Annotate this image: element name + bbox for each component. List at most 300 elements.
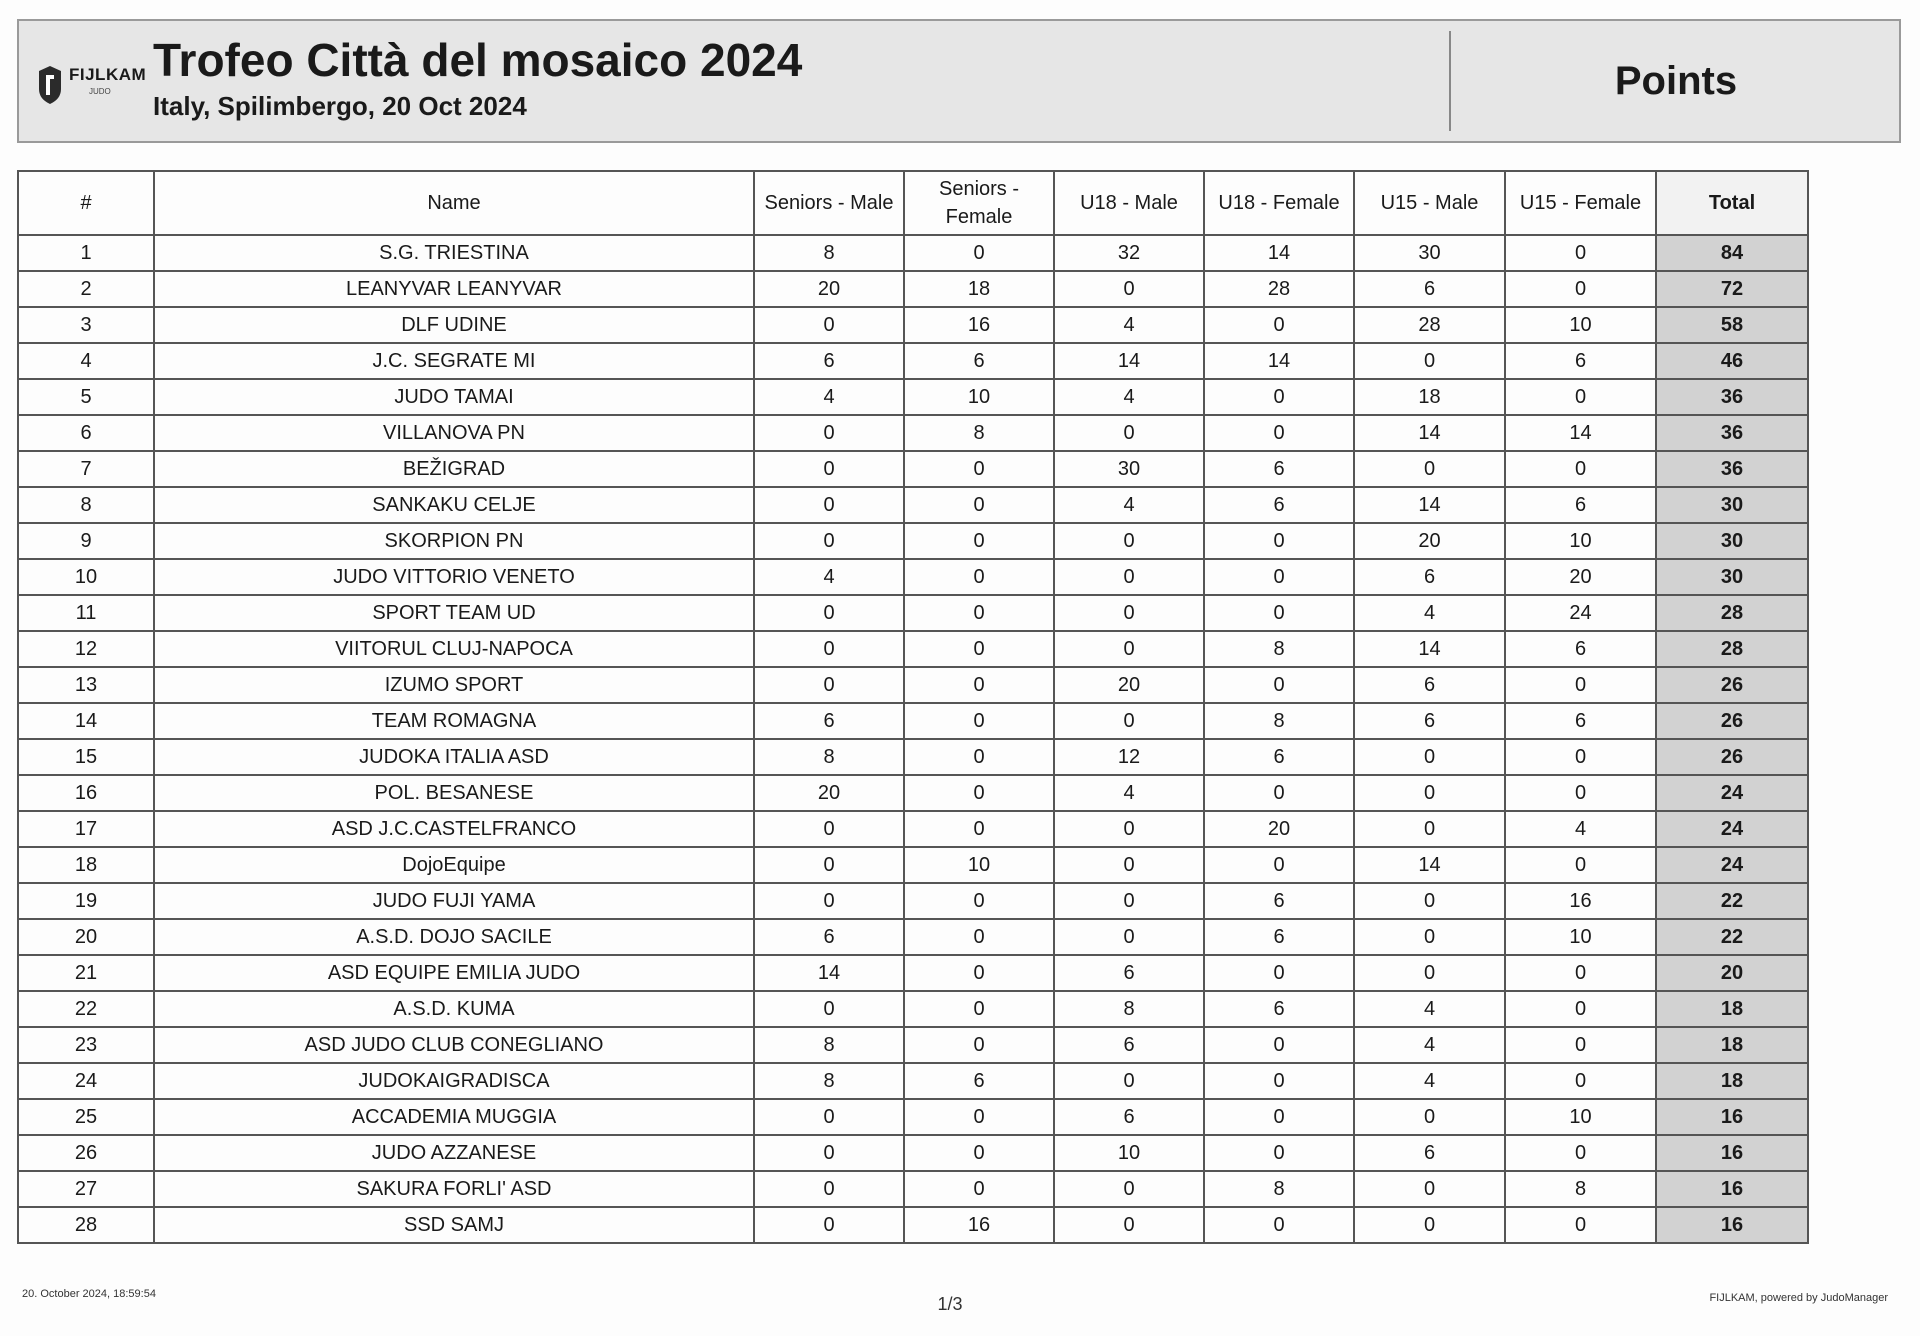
- cell-u15-female: 10: [1505, 919, 1656, 955]
- cell-u18-female: 0: [1204, 559, 1354, 595]
- cell-name: LEANYVAR LEANYVAR: [154, 271, 754, 307]
- cell-seniors-male: 0: [754, 667, 904, 703]
- cell-seniors-female: 0: [904, 1135, 1054, 1171]
- cell-rank: 28: [18, 1207, 154, 1243]
- cell-total: 16: [1656, 1207, 1808, 1243]
- cell-u18-female: 0: [1204, 955, 1354, 991]
- table-row: [18, 955, 1808, 991]
- cell-total: 30: [1656, 523, 1808, 559]
- cell-u18-female: 20: [1204, 811, 1354, 847]
- cell-name: J.C. SEGRATE MI: [154, 343, 754, 379]
- cell-u18-female: 0: [1204, 307, 1354, 343]
- cell-seniors-female: 16: [904, 307, 1054, 343]
- cell-u18-female: 6: [1204, 451, 1354, 487]
- cell-total: 36: [1656, 415, 1808, 451]
- cell-name: DojoEquipe: [154, 847, 754, 883]
- cell-name: ACCADEMIA MUGGIA: [154, 1099, 754, 1135]
- cell-u15-female: 20: [1505, 559, 1656, 595]
- cell-u15-female: 0: [1505, 739, 1656, 775]
- cell-u15-female: 0: [1505, 379, 1656, 415]
- cell-total: 28: [1656, 631, 1808, 667]
- cell-seniors-male: 0: [754, 307, 904, 343]
- cell-seniors-female: 16: [904, 1207, 1054, 1243]
- cell-rank: 7: [18, 451, 154, 487]
- cell-seniors-male: 8: [754, 1063, 904, 1099]
- cell-seniors-female: 0: [904, 487, 1054, 523]
- table-row: [18, 235, 1808, 271]
- cell-rank: 24: [18, 1063, 154, 1099]
- cell-rank: 22: [18, 991, 154, 1027]
- cell-rank: 6: [18, 415, 154, 451]
- cell-u18-female: 14: [1204, 343, 1354, 379]
- cell-total: 30: [1656, 487, 1808, 523]
- cell-u15-male: 6: [1354, 703, 1505, 739]
- cell-total: 16: [1656, 1099, 1808, 1135]
- cell-u15-male: 0: [1354, 919, 1505, 955]
- cell-u18-male: 4: [1054, 307, 1204, 343]
- table-row: [18, 1207, 1808, 1243]
- cell-u18-male: 0: [1054, 847, 1204, 883]
- table-row: [18, 1027, 1808, 1063]
- cell-name: POL. BESANESE: [154, 775, 754, 811]
- cell-u18-female: 0: [1204, 1135, 1354, 1171]
- cell-name: SKORPION PN: [154, 523, 754, 559]
- cell-name: JUDO TAMAI: [154, 379, 754, 415]
- table-row: [18, 559, 1808, 595]
- table-row: [18, 991, 1808, 1027]
- cell-seniors-male: 8: [754, 235, 904, 271]
- table-row: [18, 1099, 1808, 1135]
- cell-u18-female: 8: [1204, 631, 1354, 667]
- footer-credit: FIJLKAM, powered by JudoManager: [1709, 1292, 1888, 1304]
- cell-name: S.G. TRIESTINA: [154, 235, 754, 271]
- cell-u18-male: 0: [1054, 883, 1204, 919]
- event-location-date: Italy, Spilimbergo, 20 Oct 2024: [153, 91, 527, 121]
- table-row: [18, 595, 1808, 631]
- cell-u15-female: 0: [1505, 775, 1656, 811]
- cell-u18-male: 6: [1054, 1099, 1204, 1135]
- cell-seniors-female: 0: [904, 523, 1054, 559]
- cell-total: 36: [1656, 379, 1808, 415]
- cell-seniors-male: 6: [754, 919, 904, 955]
- cell-seniors-female: 0: [904, 235, 1054, 271]
- print-timestamp: 20. October 2024, 18:59:54: [22, 1288, 156, 1300]
- cell-u15-male: 6: [1354, 271, 1505, 307]
- cell-rank: 19: [18, 883, 154, 919]
- col-header-u15-male: U15 - Male: [1354, 171, 1505, 235]
- cell-u15-male: 0: [1354, 883, 1505, 919]
- cell-seniors-male: 0: [754, 631, 904, 667]
- cell-u18-female: 6: [1204, 487, 1354, 523]
- cell-u15-female: 0: [1505, 1063, 1656, 1099]
- cell-u15-male: 18: [1354, 379, 1505, 415]
- cell-rank: 11: [18, 595, 154, 631]
- cell-seniors-female: 0: [904, 451, 1054, 487]
- fijlkam-logo: [37, 63, 147, 113]
- cell-u15-female: 0: [1505, 847, 1656, 883]
- cell-seniors-female: 0: [904, 1171, 1054, 1207]
- cell-seniors-male: 0: [754, 811, 904, 847]
- cell-rank: 20: [18, 919, 154, 955]
- cell-rank: 26: [18, 1135, 154, 1171]
- cell-u18-male: 0: [1054, 811, 1204, 847]
- cell-seniors-male: 4: [754, 379, 904, 415]
- table-row: [18, 487, 1808, 523]
- cell-u18-male: 4: [1054, 775, 1204, 811]
- table-row: [18, 703, 1808, 739]
- cell-u15-male: 0: [1354, 955, 1505, 991]
- page-number: 1/3: [937, 1294, 963, 1314]
- cell-total: 18: [1656, 1027, 1808, 1063]
- table-row: [18, 1063, 1808, 1099]
- cell-rank: 12: [18, 631, 154, 667]
- cell-name: A.S.D. KUMA: [154, 991, 754, 1027]
- cell-u18-male: 0: [1054, 415, 1204, 451]
- table-row: [18, 811, 1808, 847]
- cell-rank: 10: [18, 559, 154, 595]
- cell-u15-female: 6: [1505, 631, 1656, 667]
- cell-u15-female: 8: [1505, 1171, 1656, 1207]
- cell-u15-male: 14: [1354, 847, 1505, 883]
- cell-u18-male: 0: [1054, 595, 1204, 631]
- cell-u18-female: 0: [1204, 847, 1354, 883]
- cell-u18-male: 8: [1054, 991, 1204, 1027]
- cell-rank: 14: [18, 703, 154, 739]
- cell-seniors-female: 0: [904, 703, 1054, 739]
- cell-u15-male: 0: [1354, 1207, 1505, 1243]
- cell-seniors-male: 0: [754, 1171, 904, 1207]
- cell-u15-male: 0: [1354, 1171, 1505, 1207]
- table-row: [18, 415, 1808, 451]
- cell-u15-female: 0: [1505, 235, 1656, 271]
- cell-u18-female: 0: [1204, 415, 1354, 451]
- fijlkam-logo-icon: [37, 65, 63, 105]
- cell-u18-male: 0: [1054, 631, 1204, 667]
- cell-name: BEŽIGRAD: [154, 451, 754, 487]
- cell-name: SAKURA FORLI' ASD: [154, 1171, 754, 1207]
- cell-name: ASD J.C.CASTELFRANCO: [154, 811, 754, 847]
- col-header-rank: #: [18, 171, 154, 235]
- cell-rank: 3: [18, 307, 154, 343]
- cell-seniors-female: 0: [904, 631, 1054, 667]
- col-header-name: Name: [154, 171, 754, 235]
- cell-u18-female: 0: [1204, 1027, 1354, 1063]
- cell-u15-male: 6: [1354, 667, 1505, 703]
- table-row: [18, 775, 1808, 811]
- cell-name: SANKAKU CELJE: [154, 487, 754, 523]
- cell-name: ASD EQUIPE EMILIA JUDO: [154, 955, 754, 991]
- cell-name: JUDOKA ITALIA ASD: [154, 739, 754, 775]
- cell-u15-female: 4: [1505, 811, 1656, 847]
- table-row: [18, 847, 1808, 883]
- cell-seniors-male: 0: [754, 991, 904, 1027]
- cell-total: 26: [1656, 739, 1808, 775]
- cell-seniors-female: 0: [904, 883, 1054, 919]
- cell-u15-male: 6: [1354, 559, 1505, 595]
- cell-u15-female: 0: [1505, 955, 1656, 991]
- cell-u15-female: 0: [1505, 991, 1656, 1027]
- cell-u18-male: 20: [1054, 667, 1204, 703]
- cell-u15-male: 4: [1354, 1063, 1505, 1099]
- cell-seniors-male: 6: [754, 343, 904, 379]
- cell-rank: 25: [18, 1099, 154, 1135]
- cell-rank: 18: [18, 847, 154, 883]
- cell-seniors-male: 0: [754, 847, 904, 883]
- cell-total: 20: [1656, 955, 1808, 991]
- cell-u18-female: 0: [1204, 667, 1354, 703]
- cell-seniors-male: 0: [754, 1207, 904, 1243]
- cell-u18-male: 4: [1054, 379, 1204, 415]
- cell-u18-male: 0: [1054, 523, 1204, 559]
- cell-seniors-male: 8: [754, 1027, 904, 1063]
- cell-total: 22: [1656, 883, 1808, 919]
- cell-name: A.S.D. DOJO SACILE: [154, 919, 754, 955]
- cell-total: 24: [1656, 811, 1808, 847]
- cell-seniors-female: 0: [904, 775, 1054, 811]
- table-row: [18, 1135, 1808, 1171]
- cell-seniors-female: 8: [904, 415, 1054, 451]
- cell-u15-female: 0: [1505, 271, 1656, 307]
- cell-u15-female: 0: [1505, 1207, 1656, 1243]
- table-row: [18, 451, 1808, 487]
- cell-total: 24: [1656, 847, 1808, 883]
- cell-rank: 27: [18, 1171, 154, 1207]
- cell-u15-male: 20: [1354, 523, 1505, 559]
- cell-u15-male: 4: [1354, 1027, 1505, 1063]
- cell-u18-female: 0: [1204, 1207, 1354, 1243]
- cell-seniors-male: 20: [754, 271, 904, 307]
- cell-u15-male: 6: [1354, 1135, 1505, 1171]
- cell-name: JUDO AZZANESE: [154, 1135, 754, 1171]
- cell-total: 28: [1656, 595, 1808, 631]
- col-header-total: Total: [1656, 171, 1808, 235]
- cell-rank: 9: [18, 523, 154, 559]
- cell-u18-female: 6: [1204, 919, 1354, 955]
- cell-name: SSD SAMJ: [154, 1207, 754, 1243]
- cell-u18-male: 0: [1054, 271, 1204, 307]
- cell-total: 16: [1656, 1171, 1808, 1207]
- cell-rank: 8: [18, 487, 154, 523]
- cell-u15-female: 10: [1505, 307, 1656, 343]
- cell-total: 36: [1656, 451, 1808, 487]
- cell-u18-male: 0: [1054, 919, 1204, 955]
- cell-u18-female: 0: [1204, 775, 1354, 811]
- cell-u15-male: 14: [1354, 487, 1505, 523]
- table-row: [18, 379, 1808, 415]
- cell-name: TEAM ROMAGNA: [154, 703, 754, 739]
- cell-seniors-female: 0: [904, 595, 1054, 631]
- cell-u18-male: 0: [1054, 1063, 1204, 1099]
- cell-seniors-female: 0: [904, 991, 1054, 1027]
- table-row: [18, 667, 1808, 703]
- cell-seniors-female: 0: [904, 559, 1054, 595]
- cell-name: JUDOKAIGRADISCA: [154, 1063, 754, 1099]
- cell-seniors-female: 0: [904, 1027, 1054, 1063]
- cell-total: 30: [1656, 559, 1808, 595]
- cell-u15-female: 14: [1505, 415, 1656, 451]
- cell-u18-male: 30: [1054, 451, 1204, 487]
- cell-seniors-male: 0: [754, 595, 904, 631]
- cell-total: 18: [1656, 1063, 1808, 1099]
- cell-name: IZUMO SPORT: [154, 667, 754, 703]
- cell-seniors-male: 0: [754, 451, 904, 487]
- cell-total: 16: [1656, 1135, 1808, 1171]
- table-row: [18, 523, 1808, 559]
- cell-seniors-male: 4: [754, 559, 904, 595]
- cell-u15-male: 0: [1354, 1099, 1505, 1135]
- cell-u15-female: 10: [1505, 523, 1656, 559]
- cell-seniors-male: 6: [754, 703, 904, 739]
- cell-rank: 23: [18, 1027, 154, 1063]
- cell-total: 26: [1656, 667, 1808, 703]
- cell-u18-female: 6: [1204, 739, 1354, 775]
- cell-u18-female: 0: [1204, 1099, 1354, 1135]
- cell-rank: 2: [18, 271, 154, 307]
- cell-u15-female: 0: [1505, 667, 1656, 703]
- cell-seniors-male: 8: [754, 739, 904, 775]
- cell-u18-female: 0: [1204, 523, 1354, 559]
- cell-name: ASD JUDO CLUB CONEGLIANO: [154, 1027, 754, 1063]
- col-header-u15-female: U15 - Female: [1505, 171, 1656, 235]
- cell-u18-female: 28: [1204, 271, 1354, 307]
- section-title: Points: [1614, 58, 1738, 103]
- cell-u15-female: 0: [1505, 1135, 1656, 1171]
- cell-seniors-female: 0: [904, 919, 1054, 955]
- cell-total: 46: [1656, 343, 1808, 379]
- cell-total: 84: [1656, 235, 1808, 271]
- cell-name: SPORT TEAM UD: [154, 595, 754, 631]
- cell-u18-male: 0: [1054, 559, 1204, 595]
- document-header: [17, 19, 1901, 143]
- cell-rank: 15: [18, 739, 154, 775]
- points-table: [17, 170, 1809, 1244]
- cell-seniors-male: 14: [754, 955, 904, 991]
- cell-u18-male: 0: [1054, 1207, 1204, 1243]
- event-title: Trofeo Città del mosaico 2024: [153, 34, 803, 86]
- cell-seniors-male: 0: [754, 415, 904, 451]
- cell-name: JUDO FUJI YAMA: [154, 883, 754, 919]
- cell-u15-female: 0: [1505, 451, 1656, 487]
- cell-u15-female: 10: [1505, 1099, 1656, 1135]
- cell-seniors-male: 0: [754, 1135, 904, 1171]
- cell-rank: 16: [18, 775, 154, 811]
- cell-seniors-female: 6: [904, 343, 1054, 379]
- cell-u15-female: 6: [1505, 703, 1656, 739]
- col-header-seniors-female: Seniors - Female: [904, 171, 1054, 235]
- cell-u15-male: 0: [1354, 775, 1505, 811]
- table-row: [18, 1171, 1808, 1207]
- cell-seniors-male: 0: [754, 883, 904, 919]
- col-header-u18-female: U18 - Female: [1204, 171, 1354, 235]
- cell-u15-male: 14: [1354, 631, 1505, 667]
- cell-u15-male: 4: [1354, 991, 1505, 1027]
- cell-u15-male: 0: [1354, 811, 1505, 847]
- cell-u15-female: 16: [1505, 883, 1656, 919]
- table-row: [18, 271, 1808, 307]
- cell-total: 26: [1656, 703, 1808, 739]
- cell-u15-male: 0: [1354, 451, 1505, 487]
- table-row: [18, 631, 1808, 667]
- table-row: [18, 919, 1808, 955]
- cell-u18-male: 10: [1054, 1135, 1204, 1171]
- cell-name: VILLANOVA PN: [154, 415, 754, 451]
- table-row: [18, 739, 1808, 775]
- cell-seniors-female: 0: [904, 811, 1054, 847]
- cell-seniors-female: 10: [904, 847, 1054, 883]
- cell-rank: 1: [18, 235, 154, 271]
- cell-rank: 4: [18, 343, 154, 379]
- cell-u18-female: 0: [1204, 379, 1354, 415]
- cell-seniors-male: 0: [754, 523, 904, 559]
- cell-u15-male: 0: [1354, 739, 1505, 775]
- cell-u15-male: 4: [1354, 595, 1505, 631]
- cell-u15-female: 6: [1505, 343, 1656, 379]
- cell-u18-male: 4: [1054, 487, 1204, 523]
- cell-u18-female: 0: [1204, 595, 1354, 631]
- cell-total: 24: [1656, 775, 1808, 811]
- cell-rank: 13: [18, 667, 154, 703]
- cell-u18-male: 12: [1054, 739, 1204, 775]
- cell-u18-male: 0: [1054, 1171, 1204, 1207]
- col-header-seniors-male: Seniors - Male: [754, 171, 904, 235]
- cell-total: 58: [1656, 307, 1808, 343]
- cell-seniors-female: 0: [904, 1099, 1054, 1135]
- cell-u15-male: 0: [1354, 343, 1505, 379]
- col-header-u18-male: U18 - Male: [1054, 171, 1204, 235]
- cell-u15-male: 30: [1354, 235, 1505, 271]
- cell-total: 22: [1656, 919, 1808, 955]
- cell-u18-female: 14: [1204, 235, 1354, 271]
- cell-u18-female: 8: [1204, 1171, 1354, 1207]
- cell-name: DLF UDINE: [154, 307, 754, 343]
- cell-seniors-female: 10: [904, 379, 1054, 415]
- cell-u18-female: 6: [1204, 991, 1354, 1027]
- cell-rank: 21: [18, 955, 154, 991]
- cell-rank: 5: [18, 379, 154, 415]
- logo-text: FIJLKAM: [69, 65, 147, 84]
- cell-u18-female: 8: [1204, 703, 1354, 739]
- table-row: [18, 343, 1808, 379]
- cell-u15-male: 14: [1354, 415, 1505, 451]
- cell-u15-female: 0: [1505, 1027, 1656, 1063]
- cell-u18-female: 6: [1204, 883, 1354, 919]
- cell-seniors-male: 0: [754, 487, 904, 523]
- cell-name: VIITORUL CLUJ-NAPOCA: [154, 631, 754, 667]
- cell-u18-male: 32: [1054, 235, 1204, 271]
- cell-u18-male: 6: [1054, 955, 1204, 991]
- cell-u18-female: 0: [1204, 1063, 1354, 1099]
- cell-total: 72: [1656, 271, 1808, 307]
- cell-seniors-female: 0: [904, 955, 1054, 991]
- logo-subtext: JUDO: [89, 87, 111, 96]
- cell-name: JUDO VITTORIO VENETO: [154, 559, 754, 595]
- table-header-row: [18, 171, 1808, 235]
- cell-seniors-male: 0: [754, 1099, 904, 1135]
- cell-u18-male: 0: [1054, 703, 1204, 739]
- cell-seniors-male: 20: [754, 775, 904, 811]
- cell-total: 18: [1656, 991, 1808, 1027]
- cell-seniors-female: 18: [904, 271, 1054, 307]
- cell-u18-male: 14: [1054, 343, 1204, 379]
- cell-u15-male: 28: [1354, 307, 1505, 343]
- table-row: [18, 883, 1808, 919]
- cell-rank: 17: [18, 811, 154, 847]
- cell-seniors-female: 0: [904, 739, 1054, 775]
- cell-u15-female: 24: [1505, 595, 1656, 631]
- cell-seniors-female: 0: [904, 667, 1054, 703]
- cell-seniors-female: 6: [904, 1063, 1054, 1099]
- cell-u18-male: 6: [1054, 1027, 1204, 1063]
